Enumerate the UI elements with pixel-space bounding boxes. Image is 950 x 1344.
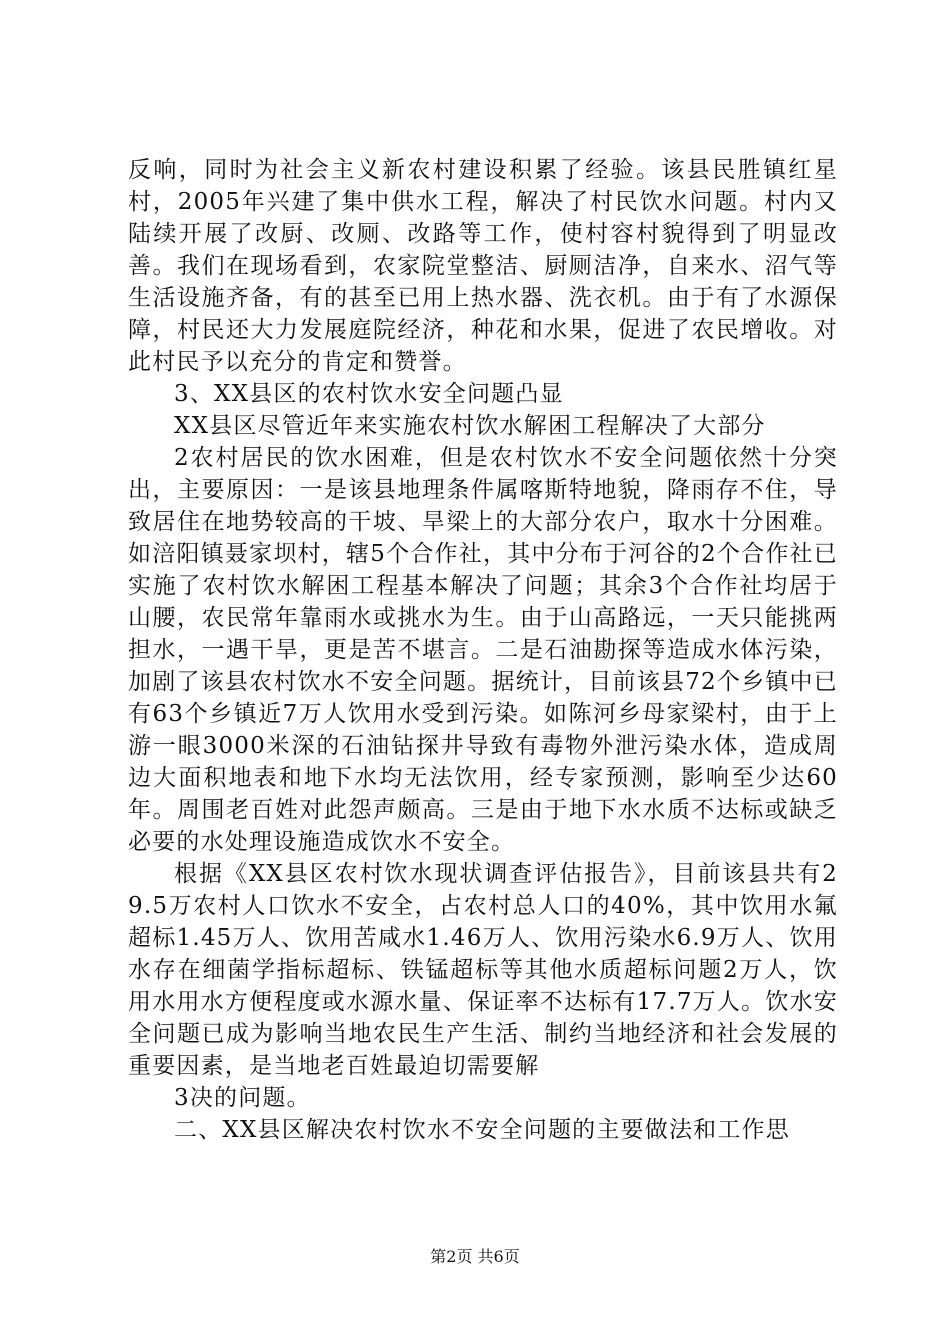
page-footer: 第2页 共6页 [430, 1247, 520, 1266]
paragraph-causes: 2农村居民的饮水困难，但是农村饮水不安全问题依然十分突出，主要原因：一是该县地理条件属喀斯特地貌，降雨存不住，导致居住在地势较高的干坡、旱梁上的大部分农户，取水十分困难。如涪阳镇聂家坝村，辖5个合作社，其中分布于河谷的2个合作社已实施了农村饮水解困工程基本解决了问题；其余3个合作社均居于山腰，农民常年靠雨水或挑水为生。由于山高路远，一天只能挑两担水，一遇干旱，更是苦不堪言。二是石油勘探等造成水体污染，加剧了该县农村饮水不安全问题。据统计，目前该县72个乡镇中已有63个乡镇近7万人饮用水受到污染。如陈河乡母家梁村，由于上游一眼3000米深的石油钻探井导致有毒物外泄污染水体，造成周边大面积地表和地下水均无法饮用，经专家预测，影响至少达60年。周围老百姓对此怨声颇高。三是由于地下水水质不达标或缺乏必要的水处理设施造成饮水不安全。 [128, 445, 838, 855]
paragraph-intro: XX县区尽管近年来实施农村饮水解困工程解决了大部分 [174, 413, 766, 439]
section-heading-3: 3、XX县区的农村饮水安全问题凸显 [174, 381, 564, 407]
paragraph-continuation: 反响，同时为社会主义新农村建设积累了经验。该县民胜镇红星村，2005年兴建了集中供水工程，解决了村民饮水问题。村内又陆续开展了改厨、改厕、改路等工作，使村容村貌得到了明显改善。我们在现场看到，农家院堂整洁、厨厕洁净，自来水、沼气等生活设施齐备，有的甚至已用上热水器、洗衣机。由于有了水源保障，村民还大力发展庭院经济，种花和水果，促进了农民增收。对此村民予以充分的肯定和赞誉。 [128, 157, 838, 375]
section-heading-2: 二、XX县区解决农村饮水不安全问题的主要做法和工作思 [174, 1117, 790, 1143]
paragraph-tail: 3决的问题。 [174, 1085, 311, 1111]
document-body [128, 154, 838, 1146]
paragraph-report: 根据《XX县区农村饮水现状调查评估报告》，目前该县共有29.5万农村人口饮水不安全，占农村总人口的40%，其中饮用水氟超标1.45万人、饮用苦咸水1.46万人、饮用污染水6.9万人、饮用水存在细菌学指标超标、铁锰超标等其他水质超标问题2万人，饮用水用水方便程度或水源水量、保证率不达标有17.7万人。饮水安全问题已成为影响当地农民生产生活、制约当地经济和社会发展的重要因素，是当地老百姓最迫切需要解 [128, 861, 838, 1079]
